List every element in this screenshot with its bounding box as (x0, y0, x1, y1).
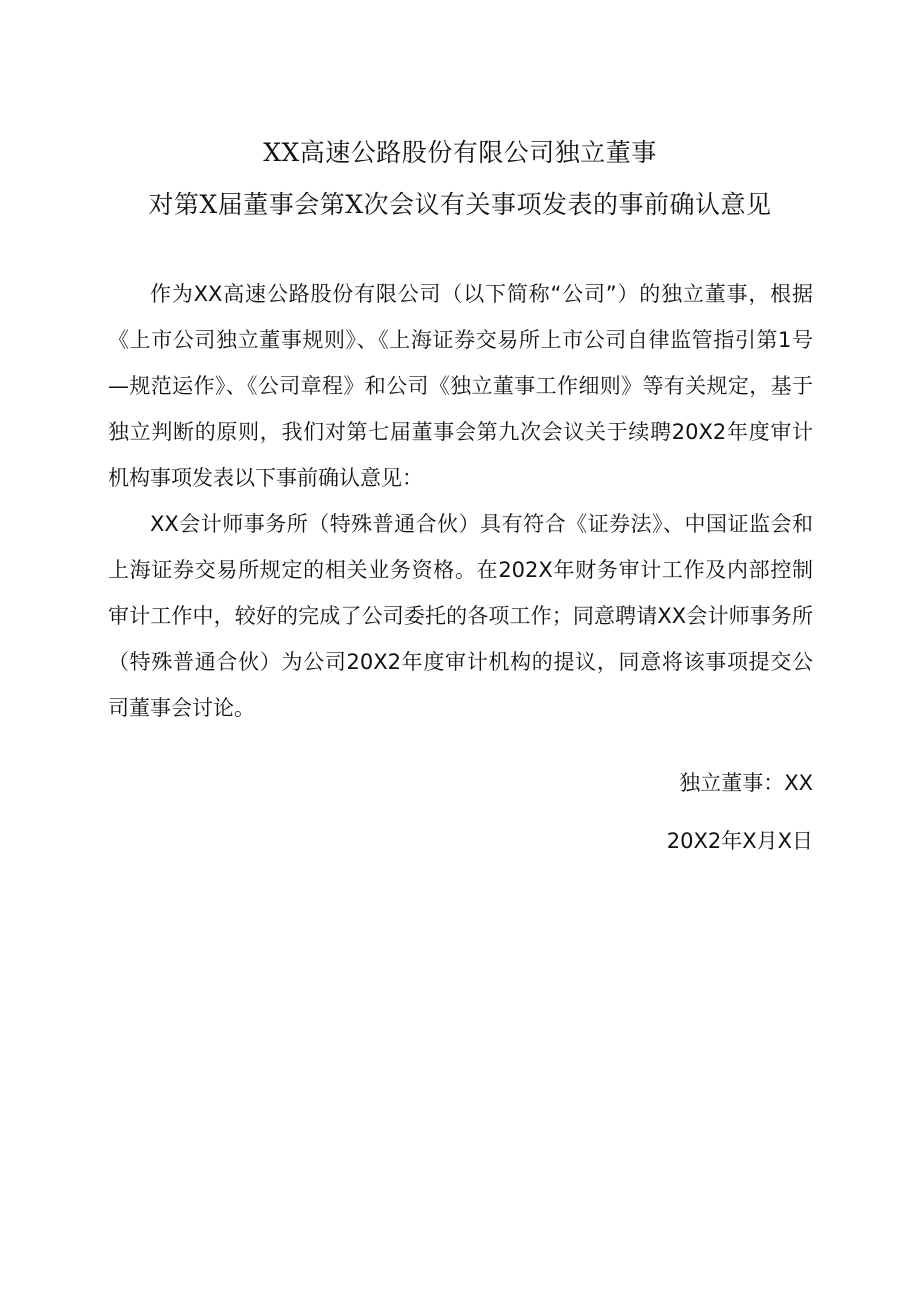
paragraph-1: 作为XX高速公路股份有限公司（以下简称“公司”）的独立董事，根据《上市公司独立董事规则》、《上海证券交易所上市公司自律监管指引第1号—规范运作》、《公司章程》和公司《独立董事工作细则》等有关规定，基于独立判断的原则，我们对第七届董事会第九次会议关于续聘20X2年度审计机构事项发表以下事前确认意见： (108, 282, 813, 490)
signature: 独立董事：XX (679, 771, 813, 795)
title-line-1: XX高速公路股份有限公司独立董事 (263, 138, 657, 167)
date: 20X2年X月X日 (666, 829, 813, 853)
document-body (108, 271, 813, 731)
title-line-2: 对第X届董事会第X次会议有关事项发表的事前确认意见 (148, 190, 772, 219)
paragraph-2: XX会计师事务所（特殊普通合伙）具有符合《证券法》、中国证监会和上海证券交易所规定的相关业务资格。在202X年财务审计工作及内部控制审计工作中，较好的完成了公司委托的各项工作；同意聘请XX会计师事务所（特殊普通合伙）为公司20X2年度审计机构的提议，同意将该事项提交公司董事会讨论。 (108, 512, 813, 720)
document-title (0, 127, 920, 231)
signature-block (667, 760, 813, 864)
